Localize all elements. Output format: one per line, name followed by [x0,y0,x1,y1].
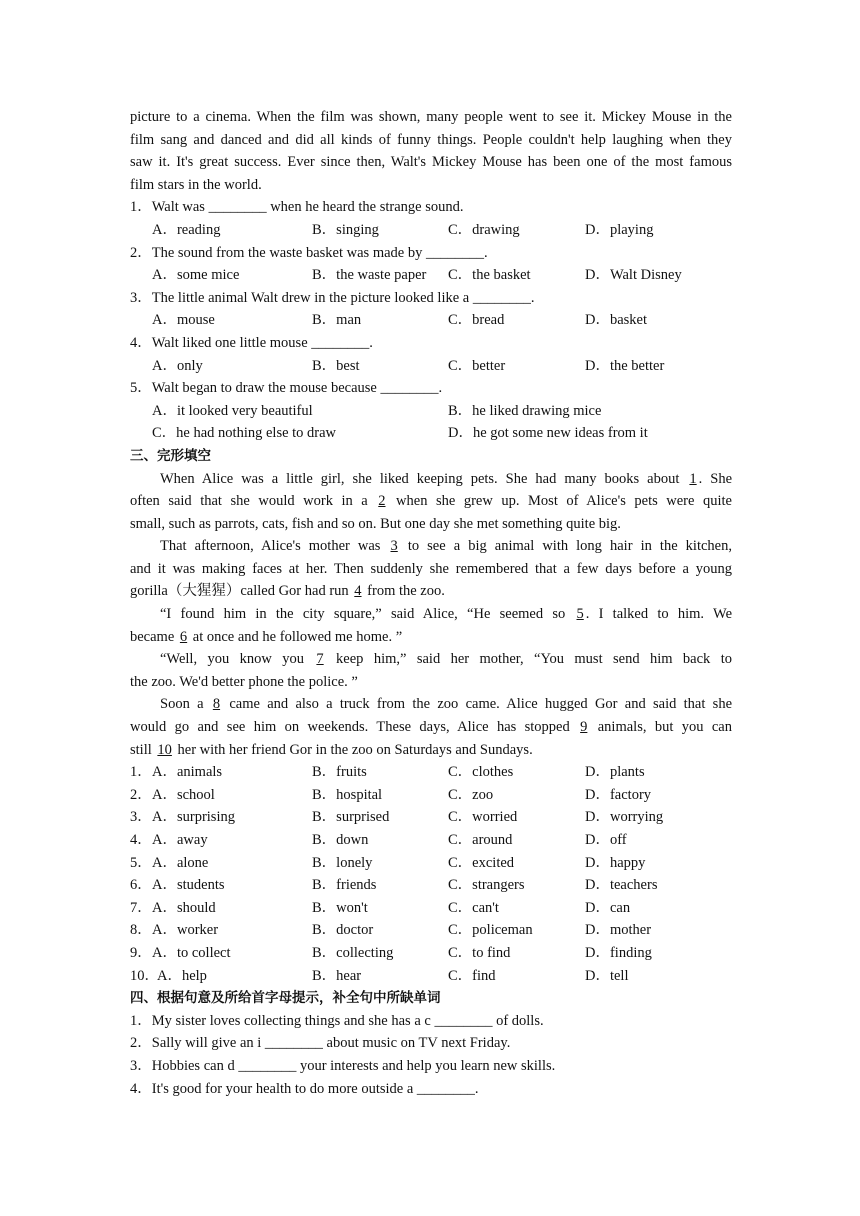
fill-item: 3．Hobbies can d ________ your interests and help you learn new skills. [130,1057,556,1074]
cloze-option-row [130,897,732,920]
blank: 6 [179,628,188,645]
cloze-options [130,761,732,987]
option: B．he liked drawing mice [448,402,602,419]
blank: 1 [689,470,697,487]
option: B．singing [312,221,379,238]
option-number: 5． [130,854,152,871]
option: A．mouse [152,312,215,329]
option: C．can't [448,899,499,916]
option: D．the better [585,357,665,374]
option: C．policeman [448,922,533,939]
passage-line: gorilla（大猩猩）called Gor had run 4 from the zoo. [130,583,445,600]
option: A．school [152,786,215,803]
option-number: 8． [130,922,152,939]
blank: 5 [576,606,584,623]
option: D．factory [585,786,652,803]
cloze-option-row [130,829,732,852]
option-number: 10． [130,967,159,984]
option: D．he got some new ideas from it [448,425,648,442]
option: A．help [157,967,207,984]
option: C．he had nothing else to draw [152,425,337,442]
option: D．worrying [585,809,664,826]
question-options [130,219,732,242]
option: D．tell [585,967,629,984]
blank: 8 [212,696,221,713]
passage-line: saw it. It's great success. Ever since then, Walt's Mickey Mouse has been one of the most famous [130,154,732,171]
question-options [130,264,732,287]
option-number: 3． [130,809,152,826]
option-number: 2． [130,786,152,803]
option: B．lonely [312,854,373,871]
passage-line: “Well, you know you 7 keep him,” said her mother, “You must send him back to [160,651,732,668]
passage-line: film stars in the world. [130,176,262,193]
option: A．worker [152,922,219,939]
blank: 4 [354,583,362,600]
option: D．teachers [585,877,658,894]
question-options [130,309,732,332]
option-number: 7． [130,899,152,916]
cloze-option-row [130,852,732,875]
passage-line: the zoo. We'd better phone the police. ” [130,673,358,690]
passage-line: film sang and danced and did all kinds of funny things. People couldn't help laughing when they [130,131,732,148]
passage-line: would go and see him on weekends. These days, Alice has stopped 9 animals, but you can [130,719,732,736]
option: D．happy [585,854,646,871]
option-number: 4． [130,832,152,848]
option: A．away [152,832,208,848]
option: B．won't [312,899,368,916]
reading-questions [130,196,732,445]
option: B．friends [312,877,377,894]
option: B．doctor [312,922,374,939]
option: C．around [448,832,513,848]
cloze-option-row [130,874,732,897]
question-stem: 2．The sound from the waste basket was made by ________. [130,244,488,261]
option: C．bread [448,312,505,329]
option: C．drawing [448,221,520,238]
option: A．some mice [152,267,240,284]
option: A．only [152,357,203,374]
option: B．the waste paper [312,267,427,284]
option-number: 9． [130,944,152,961]
question-options [130,355,732,378]
cloze-option-row [130,806,732,829]
option: D．playing [585,221,654,238]
option: B．man [312,312,362,329]
cloze-passage [130,468,732,762]
blank: 10 [157,741,172,758]
passage-line: picture to a cinema. When the film was shown, many people went to see it. Mickey Mouse in the [130,109,732,125]
fill-item: 4．It's good for your health to do more outside a ________. [130,1080,479,1097]
question-stem: 5．Walt began to draw the mouse because ________. [130,380,443,397]
question-stem: 4．Walt liked one little mouse ________. [130,334,373,351]
option: C．clothes [448,764,514,781]
option: D．off [585,832,627,848]
passage-line: and it was making faces at her. Then suddenly she remembered that a few days before a young [130,560,732,577]
blank: 9 [580,719,588,736]
option: B．hospital [312,786,383,803]
passage-line: When Alice was a little girl, she liked keeping pets. She had many books about 1 . She [160,470,732,487]
option: A．should [152,899,216,916]
option: C．strangers [448,877,525,894]
option: C．the basket [448,267,531,284]
passage-continuation [130,106,732,196]
cloze-option-row [130,942,732,965]
passage-line: became 6 at once and he followed me home. ” [130,628,403,645]
option-number: 6． [130,877,152,894]
option: A．to collect [152,944,231,961]
option: B．surprised [312,809,390,826]
cloze-option-row [130,784,732,807]
cloze-option-row [130,919,732,942]
option: C．better [448,357,506,374]
option: D．basket [585,312,648,329]
option: C．excited [448,854,515,871]
document-content [130,106,732,1100]
fill-item: 2．Sally will give an i ________ about music on TV next Friday. [130,1035,511,1052]
option: C．find [448,967,496,984]
blank: 2 [378,493,386,510]
option: B．best [312,357,360,374]
question-options [130,400,732,423]
option: A．surprising [152,809,235,826]
option: A．students [152,877,225,894]
option: D．finding [585,944,652,961]
passage-line: still 10 her with her friend Gor in the zoo on Saturdays and Sundays. [130,741,533,758]
option: B．hear [312,967,362,984]
passage-line: small, such as parrots, cats, fish and so on. But one day she met something quite big. [130,515,621,532]
option: B．fruits [312,764,367,781]
option: A．reading [152,221,221,238]
cloze-option-row [130,761,732,784]
option: D．Walt Disney [585,267,682,284]
option: C．zoo [448,786,494,803]
option-number: 1． [130,764,152,781]
blank: 3 [390,538,398,555]
cloze-option-row [130,965,732,988]
section-heading: 三、完形填空 [130,447,211,464]
option: A．animals [152,764,223,781]
option: B．down [312,832,369,848]
option: A．it looked very beautiful [152,402,313,419]
option: C．worried [448,809,518,826]
question-stem: 1．Walt was ________ when he heard the strange sound. [130,199,464,216]
passage-line: Soon a 8 came and also a truck from the zoo came. Alice hugged Gor and said that she [160,696,732,713]
option: B．collecting [312,944,394,961]
passage-line: That afternoon, Alice's mother was 3 to see a big animal with long hair in the kitchen, [160,538,732,555]
option: D．plants [585,764,645,781]
option: A．alone [152,854,209,871]
passage-line: “I found him in the city square,” said Alice, “He seemed so 5 . I talked to him. We [160,606,732,623]
option: D．can [585,899,631,916]
question-options [130,422,732,445]
option: C．to find [448,944,511,961]
option: D．mother [585,922,652,939]
fill-item: 1．My sister loves collecting things and she has a c ________ of dolls. [130,1012,544,1029]
passage-line: often said that she would work in a 2 when she grew up. Most of Alice's pets were quite [130,493,732,510]
question-stem: 3．The little animal Walt drew in the picture looked like a ________. [130,289,535,306]
section-heading: 四、根据句意及所给首字母提示，补全句中所缺单词 [130,990,441,1007]
blank: 7 [316,651,324,668]
